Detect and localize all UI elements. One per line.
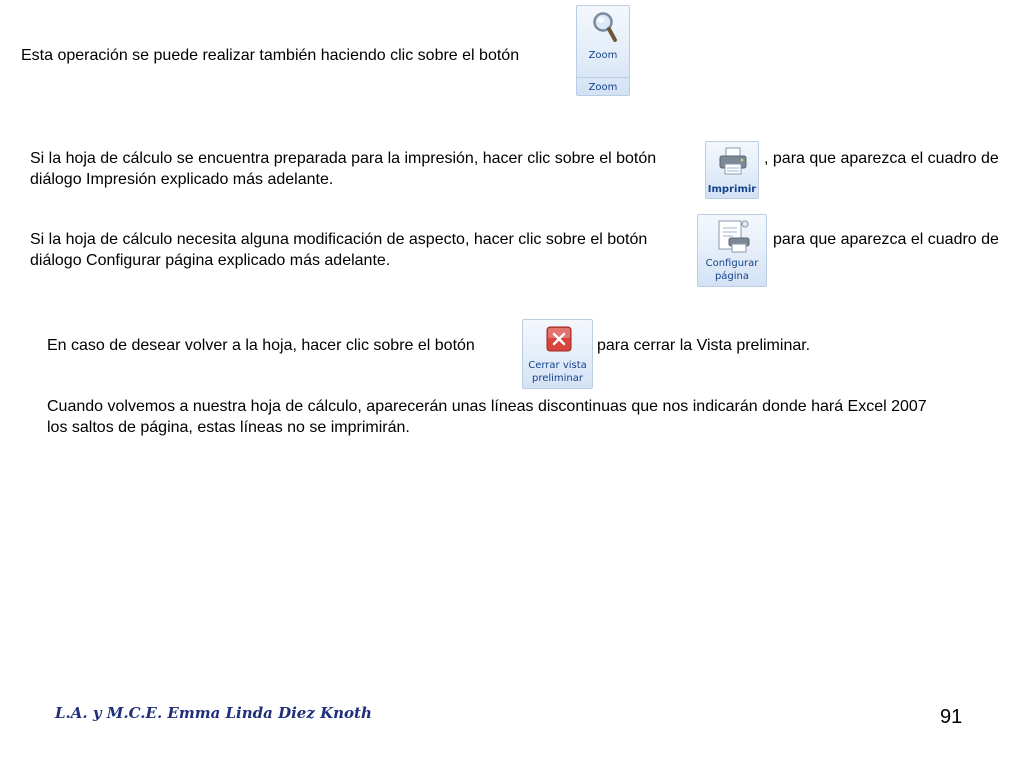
printer-icon: [718, 146, 748, 180]
zoom-instruction: Esta operación se puede realizar también haciendo clic sobre el botón: [21, 47, 520, 64]
page-setup-icon: [715, 218, 751, 258]
page-setup-instruction-line2: diálogo Configurar página explicado más adelante.: [30, 252, 391, 269]
page-breaks-note-line1: Cuando volvemos a nuestra hoja de cálculo, aparecerán unas líneas discontinuas que nos indicarán donde hará Excel 2007: [47, 398, 927, 415]
page-breaks-note-line2: los saltos de página, estas líneas no se imprimirán.: [47, 419, 410, 436]
close-preview-button-label-line2: preliminar: [531, 373, 584, 384]
print-button[interactable]: [705, 141, 759, 199]
zoom-group-label: Zoom: [588, 82, 618, 93]
zoom-button[interactable]: [576, 5, 630, 96]
page-setup-button-label-line1: Configurar: [705, 258, 759, 269]
close-preview-instruction-after: para cerrar la Vista preliminar.: [597, 337, 811, 354]
page-number: 91: [940, 706, 963, 728]
footer-author: L.A. y M.C.E. Emma Linda Diez Knoth: [55, 704, 372, 722]
close-preview-button-label-line1: Cerrar vista: [528, 360, 587, 371]
zoom-button-label: Zoom: [588, 50, 618, 61]
magnifier-icon: [590, 10, 618, 48]
close-x-icon: [546, 326, 572, 356]
print-instruction-line1: Si la hoja de cálculo se encuentra preparada para la impresión, hacer clic sobre el botón: [30, 150, 657, 167]
page-setup-button[interactable]: [697, 214, 767, 287]
page-setup-button-label-line2: página: [714, 271, 750, 282]
page-setup-instruction-after: para que aparezca el cuadro de: [773, 231, 999, 248]
close-preview-instruction: En caso de desear volver a la hoja, hacer clic sobre el botón: [47, 337, 475, 354]
page-setup-instruction-line1: Si la hoja de cálculo necesita alguna modificación de aspecto, hacer clic sobre el botón: [30, 231, 648, 248]
print-button-label: Imprimir: [707, 184, 757, 195]
print-instruction-line2: diálogo Impresión explicado más adelante.: [30, 171, 334, 188]
close-preview-button[interactable]: [522, 319, 593, 389]
print-instruction-after: , para que aparezca el cuadro de: [764, 150, 999, 167]
